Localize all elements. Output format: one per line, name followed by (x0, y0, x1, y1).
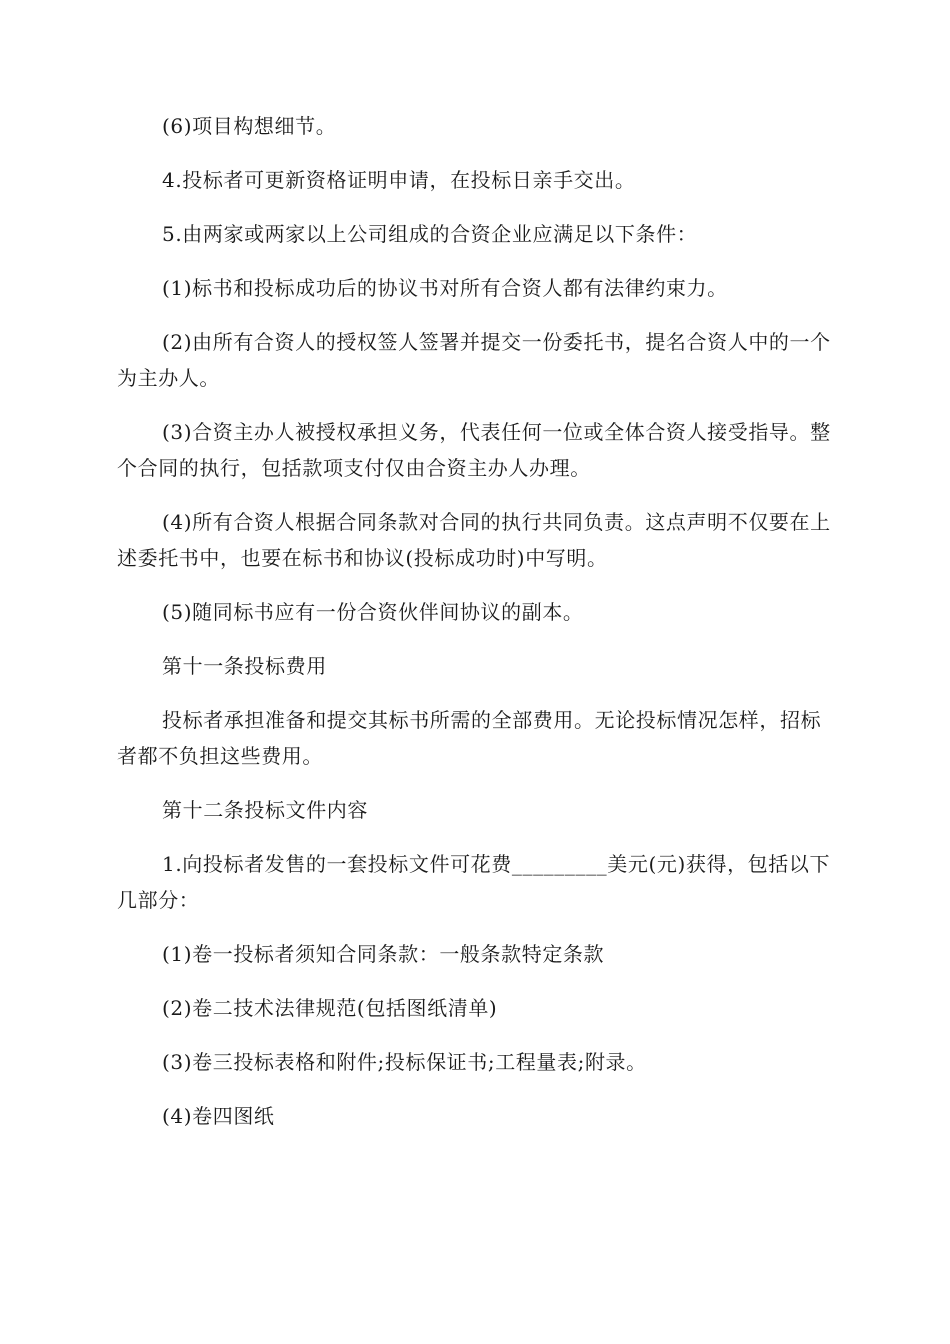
paragraph: (4)所有合资人根据合同条款对合同的执行共同负责。这点声明不仅要在上述委托书中，也要在标书和协议(投标成功时)中写明。 (117, 510, 831, 570)
paragraph: 1.向投标者发售的一套投标文件可花费_________美元(元)获得，包括以下几部分： (117, 852, 831, 912)
paragraph: (2)由所有合资人的授权签人签署并提交一份委托书，提名合资人中的一个为主办人。 (117, 330, 831, 390)
paragraph: 投标者承担准备和提交其标书所需的全部费用。无论投标情况怎样，招标者都不负担这些费用。 (117, 708, 822, 768)
paragraph: (2)卷二技术法律规范(包括图纸清单) (162, 996, 498, 1020)
paragraph: 5.由两家或两家以上公司组成的合资企业应满足以下条件： (162, 222, 698, 246)
document-page (117, 108, 833, 1152)
paragraph: (3)卷三投标表格和附件;投标保证书;工程量表;附录。 (162, 1050, 647, 1074)
paragraph: (5)随同标书应有一份合资伙伴间协议的副本。 (162, 600, 584, 624)
paragraph: (1)标书和投标成功后的协议书对所有合资人都有法律约束力。 (162, 276, 728, 300)
paragraph: (4)卷四图纸 (162, 1104, 275, 1128)
section-heading: 第十一条投标费用 (162, 654, 327, 678)
paragraph: (3)合资主办人被授权承担义务，代表任何一位或全体合资人接受指导。整个合同的执行，包括款项支付仅由合资主办人办理。 (117, 420, 831, 480)
paragraph: (1)卷一投标者须知合同条款：一般条款特定条款 (162, 942, 605, 966)
paragraph: (6)项目构想细节。 (162, 114, 337, 138)
section-heading: 第十二条投标文件内容 (162, 798, 368, 822)
paragraph: 4.投标者可更新资格证明申请，在投标日亲手交出。 (162, 168, 636, 192)
